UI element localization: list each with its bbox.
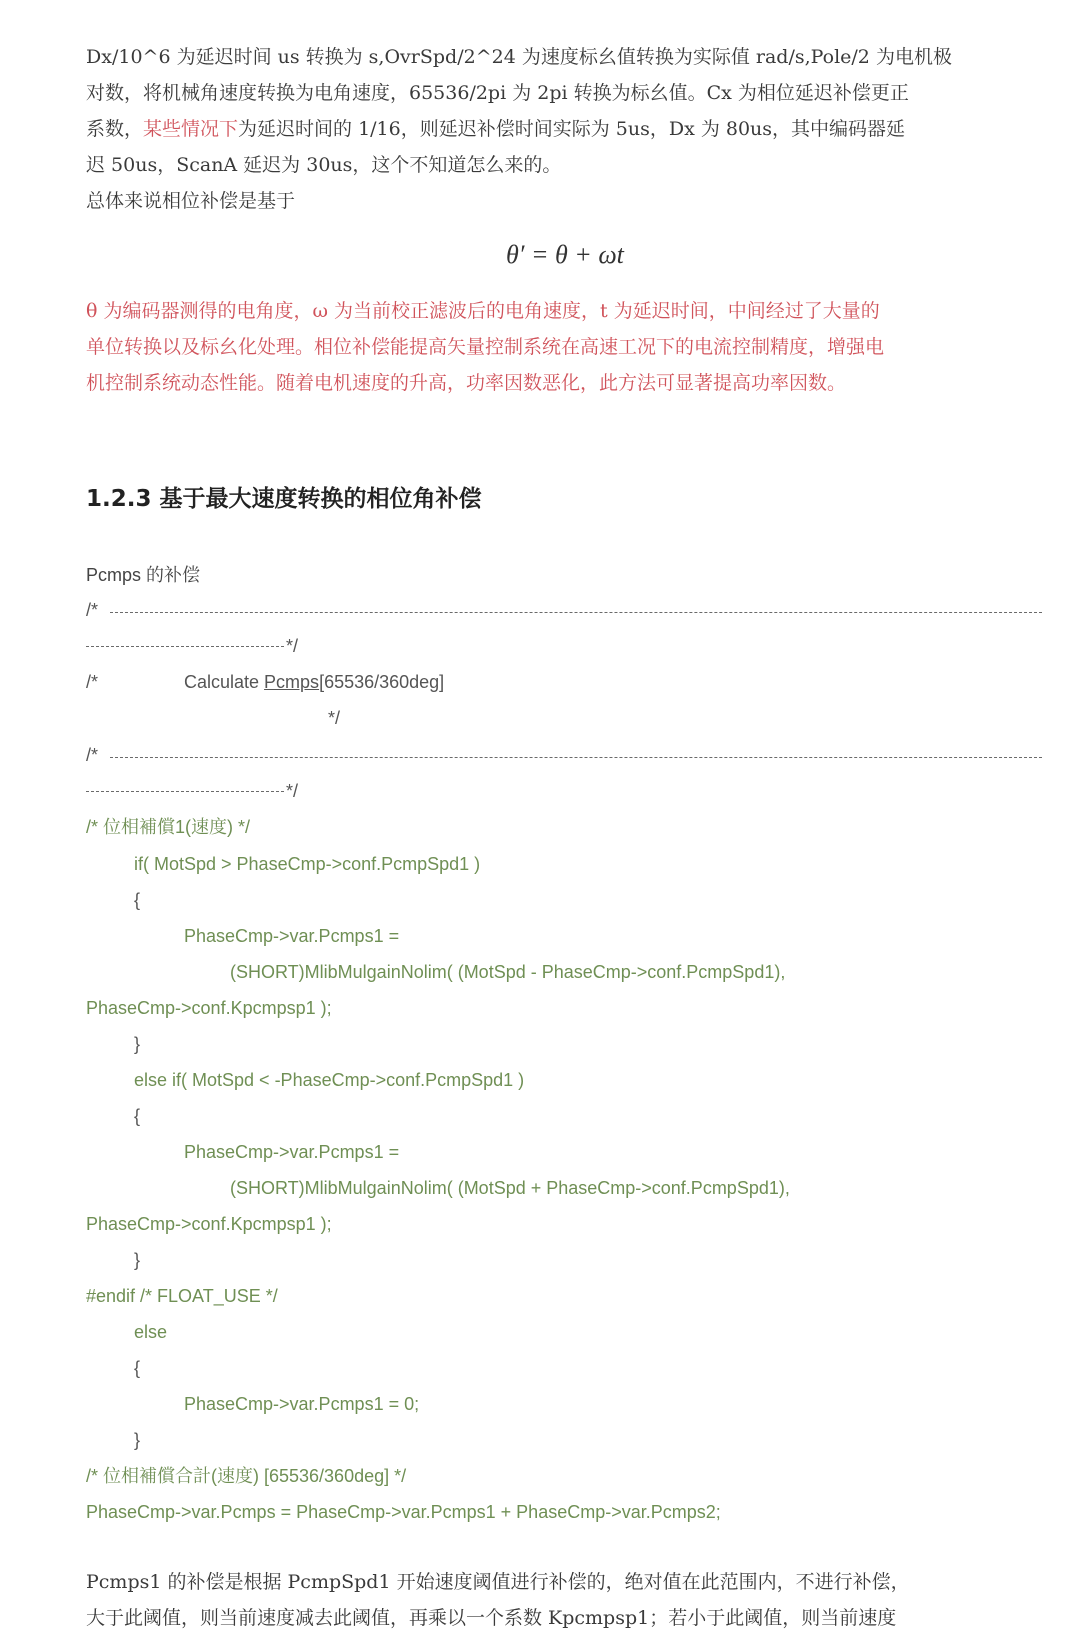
code-line: }	[134, 1250, 141, 1270]
highlighted-text: 某些情况下	[143, 118, 239, 140]
code-line: PhaseCmp->var.Pcmps1 =	[184, 926, 400, 946]
code-line: (SHORT)MlibMulgainNolim( (MotSpd + PhaseCmp->conf.PcmpSpd1),	[230, 1178, 790, 1198]
dashed-rule	[110, 612, 1042, 613]
code-line: (SHORT)MlibMulgainNolim( (MotSpd - PhaseCmp->conf.PcmpSpd1),	[230, 962, 786, 982]
code-line: PhaseCmp->conf.Kpcmpsp1 );	[86, 1214, 332, 1234]
paragraph-line: θ 为编码器测得的电角度，ω 为当前校正滤波后的电角速度，t 为延迟时间，中间经过了大量的	[86, 300, 880, 322]
code-line: #endif /* FLOAT_USE */	[86, 1286, 278, 1306]
code-line: if( MotSpd > PhaseCmp->conf.PcmpSpd1 )	[134, 854, 481, 874]
text-segment: 系数，	[86, 118, 144, 140]
comment-close: */	[328, 708, 341, 728]
dashed-rule	[110, 757, 1042, 758]
comment-rule-start: /*	[86, 745, 99, 765]
comment-open: /*	[86, 672, 99, 692]
comment-rule-start: /*	[86, 600, 99, 620]
comment-text: [65536/360deg]	[319, 672, 445, 692]
paragraph-line: 总体来说相位补偿是基于	[86, 190, 296, 212]
text-segment: 为延迟时间的 1/16，则延迟补偿时间实际为 5us，Dx 为 80us，其中编码器延	[238, 118, 906, 140]
comment-rule-end: */	[286, 636, 299, 656]
paragraph-line	[86, 116, 905, 142]
section-heading: 1.2.3 基于最大速度转换的相位角补偿	[86, 486, 482, 512]
code-line: {	[134, 1106, 141, 1126]
comment-underlined: Pcmps	[264, 672, 320, 692]
code-line: }	[134, 1430, 141, 1450]
paragraph-line: 对数，将机械角速度转换为电角速度，65536/2pi 为 2pi 转换为标幺值。Cx 为相位延迟补偿更正	[86, 82, 909, 104]
comment-rule-end: */	[286, 781, 299, 801]
code-line: else	[134, 1322, 168, 1342]
code-line: {	[134, 890, 141, 910]
code-line: PhaseCmp->var.Pcmps1 = 0;	[184, 1394, 420, 1414]
code-line: PhaseCmp->var.Pcmps1 =	[184, 1142, 400, 1162]
code-line: PhaseCmp->conf.Kpcmpsp1 );	[86, 998, 332, 1018]
code-intro: Pcmps 的补偿	[86, 565, 201, 585]
dashed-rule	[86, 791, 284, 792]
paragraph-line: 大于此阈值，则当前速度减去此阈值，再乘以一个系数 Kpcmpsp1；若小于此阈值，则当前速度	[86, 1607, 897, 1629]
paragraph-line: Dx/10^6 为延迟时间 us 转换为 s,OvrSpd/2^24 为速度标幺值转换为实际值 rad/s,Pole/2 为电机极	[86, 46, 952, 68]
paragraph-line: Pcmps1 的补偿是根据 PcmpSpd1 开始速度阈值进行补偿的，绝对值在此范围内，不进行补偿，	[86, 1571, 910, 1593]
code-line: {	[134, 1358, 141, 1378]
equation: θ′ = θ + ωt	[506, 240, 624, 269]
comment-calc	[184, 670, 444, 694]
paragraph-line: 迟 50us，ScanA 延迟为 30us，这个不知道怎么来的。	[86, 154, 562, 176]
code-line: /* 位相補償合計(速度) [65536/360deg] */	[86, 1466, 407, 1486]
code-line: PhaseCmp->var.Pcmps = PhaseCmp->var.Pcmps1 + PhaseCmp->var.Pcmps2;	[86, 1502, 721, 1522]
paragraph-line: 单位转换以及标幺化处理。相位补偿能提高矢量控制系统在高速工况下的电流控制精度，增强电	[86, 336, 885, 358]
comment-text: Calculate	[184, 672, 265, 692]
code-line: else if( MotSpd < -PhaseCmp->conf.PcmpSpd1 )	[134, 1070, 525, 1090]
paragraph-line: 机控制系统动态性能。随着电机速度的升高，功率因数恶化，此方法可显著提高功率因数。	[86, 372, 847, 394]
code-line: }	[134, 1034, 141, 1054]
dashed-rule	[86, 646, 284, 647]
code-line: /* 位相補償1(速度) */	[86, 817, 251, 837]
